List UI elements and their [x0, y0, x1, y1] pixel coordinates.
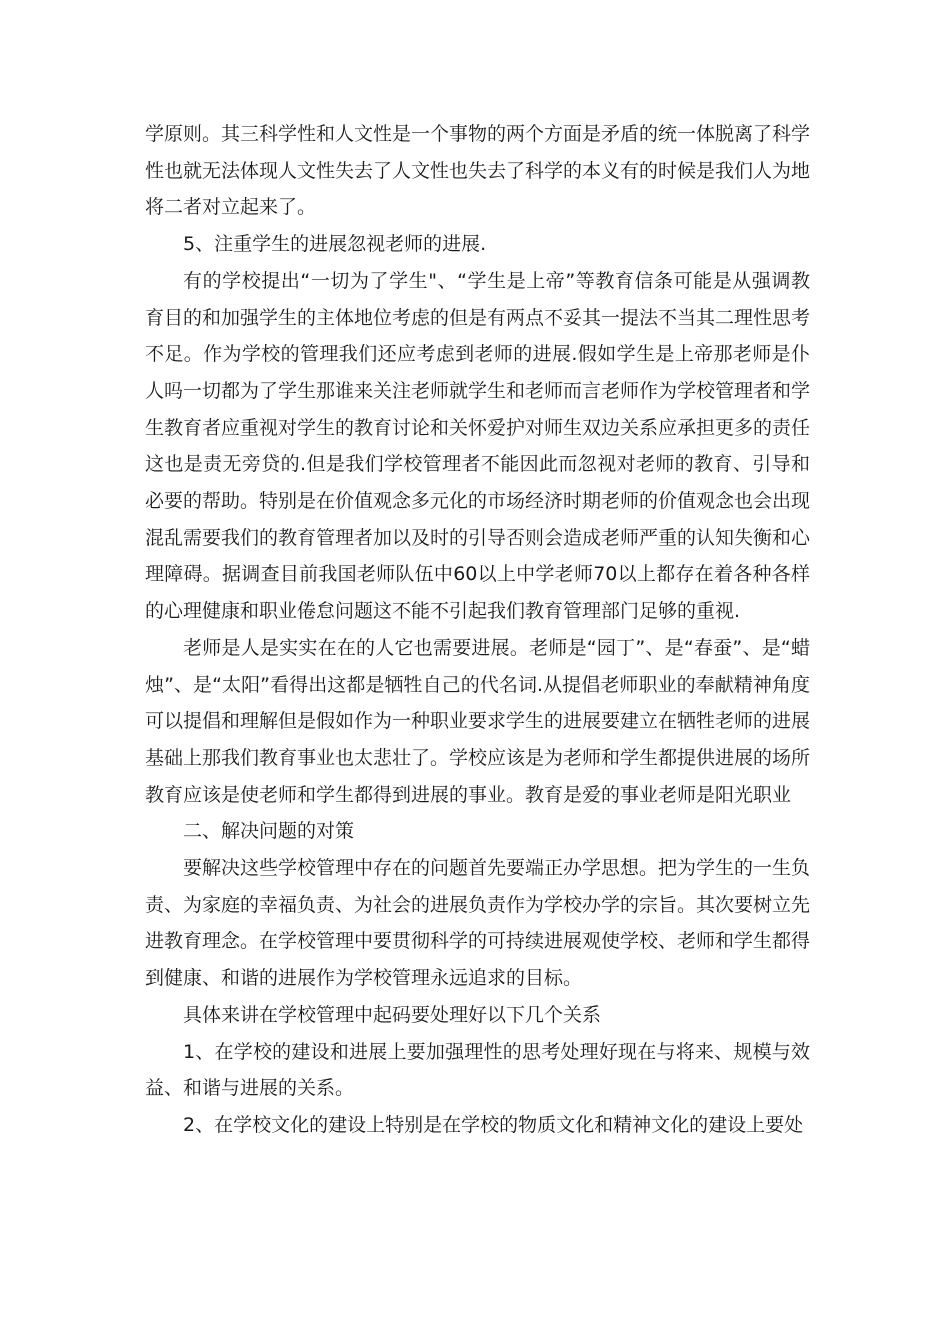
- list-item: 1、在学校的建设和进展上要加强理性的思考处理好现在与将来、规模与效益、和谐与进展的关系。: [145, 1040, 810, 1100]
- paragraph: 具体来讲在学校管理中起码要处理好以下几个关系: [183, 1003, 602, 1026]
- section-heading: 5、注重学生的进展忽视老师的进展.: [183, 233, 487, 256]
- paragraph: 有的学校提出“一切为了学生"、“学生是上帝”等教育信条可能是从强调教育目的和加强学生的主体地位考虑的但是有两点不妥其一提法不当其二理性思考不足。作为学校的管理我们还应考虑到老师的进展.假如学生是上帝那老师是仆人吗一切都为了学生那谁来关注老师就学生和老师而言老师作为学校管理者和学生教育者应重视对学生的教育讨论和关怀爱护对师生双边关系应承担更多的责任这也是责无旁贷的.但是我们学校管理者不能因此而忽视对老师的教育、引导和必要的帮助。特别是在价值观念多元化的市场经济时期老师的价值观念也会出现混乱需要我们的教育管理者加以及时的引导否则会造成老师严重的认知失衡和心理障碍。据调查目前我国老师队伍中60以上中学老师70以上都存在着各种各样的心理健康和职业倦怠问题这不能不引起我们教育管理部门足够的重视.: [145, 269, 811, 623]
- paragraph: 学原则。其三科学性和人文性是一个事物的两个方面是矛盾的统一体脱离了科学性也就无法体现人文性失去了人文性也失去了科学的本义有的时候是我们人为地将二者对立起来了。: [145, 123, 811, 219]
- paragraph: 要解决这些学校管理中存在的问题首先要端正办学思想。把为学生的一生负责、为家庭的幸福负责、为社会的进展负责作为学校办学的宗旨。其次要树立先进教育理念。在学校管理中要贯彻科学的可持续进展观使学校、老师和学生都得到健康、和谐的进展作为学校管理永远追求的目标。: [145, 857, 811, 990]
- section-heading: 二、解决问题的对策: [183, 820, 355, 843]
- paragraph: 老师是人是实实在在的人它也需要进展。老师是“园丁”、是“春蚕”、是“蜡烛”、是“太阳”看得出这都是牺牲自己的代名词.从提倡老师职业的奉献精神角度可以提倡和理解但是假如作为一种职业要求学生的进展要建立在牺牲老师的进展基础上那我们教育事业也太悲壮了。学校应该是为老师和学生都提供进展的场所教育应该是使老师和学生都得到进展的事业。教育是爱的事业老师是阳光职业: [145, 636, 811, 806]
- list-item: 2、在学校文化的建设上特别是在学校的物质文化和精神文化的建设上要处: [183, 1113, 804, 1136]
- document-body: [145, 116, 810, 1144]
